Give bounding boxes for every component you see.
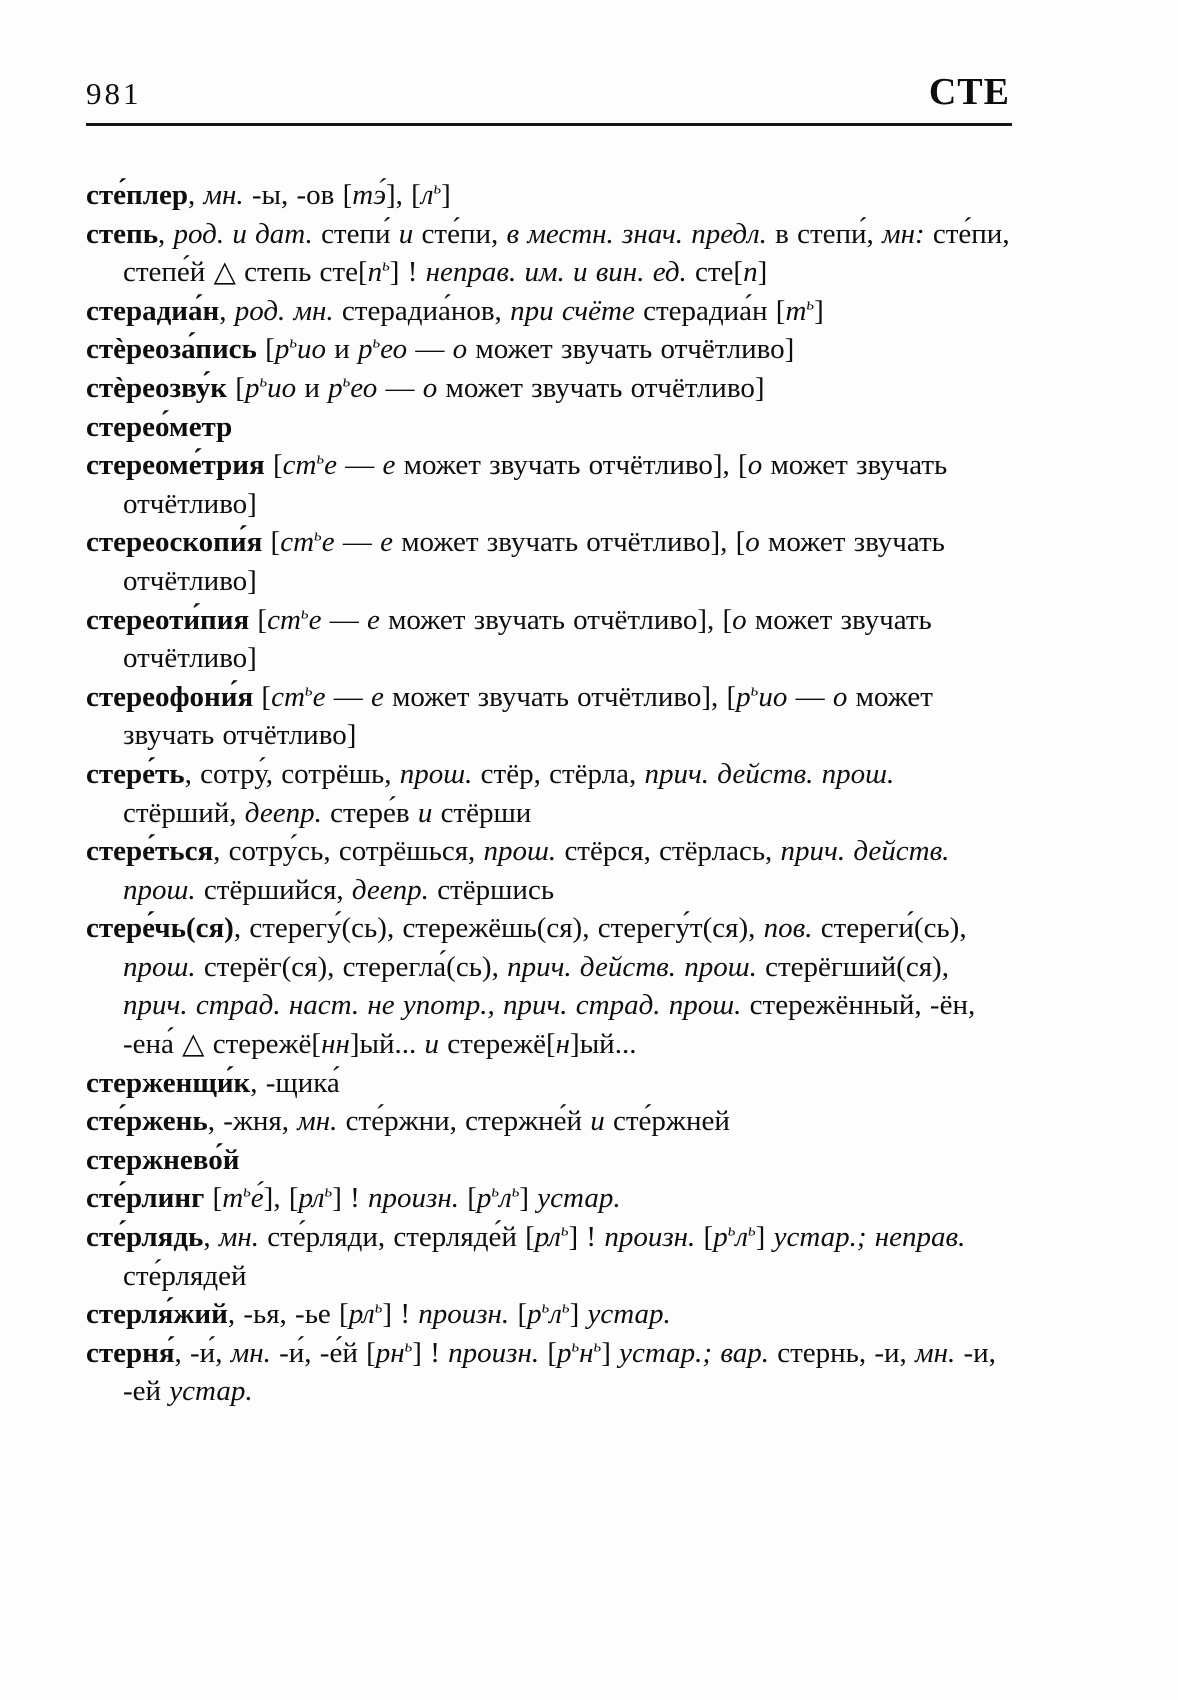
headword: стержнево́й [86, 1143, 240, 1176]
headword: стерадиа́н [86, 294, 220, 327]
entry-text: тэ́ [352, 179, 387, 211]
dictionary-entry [86, 1102, 1012, 1141]
entry-text: ь [314, 525, 322, 545]
dictionary-entry [86, 1141, 1012, 1180]
headword: стере́ть [86, 757, 185, 790]
entry-text: мн. [230, 1336, 271, 1369]
entry-text: произн. [368, 1182, 459, 1215]
entry-text: может звучать отчётливо] [437, 371, 765, 404]
headword: сте́плер [86, 179, 188, 211]
entry-text: произн. [448, 1336, 540, 1369]
entry-text: при счёте [510, 294, 635, 327]
entry-text: -и́, -е́й [ [270, 1336, 376, 1369]
entry-text: , -жня, [207, 1105, 298, 1138]
entry-text: стережённый, -ён, -ена́ △ стережё[ [123, 989, 976, 1061]
entry-text: ь [806, 294, 815, 314]
entry-text: — [325, 680, 371, 713]
entry-text: т [785, 294, 807, 327]
entry-text: о [832, 680, 848, 713]
dictionary-entry [86, 909, 1012, 1063]
entry-text: род. мн. [234, 294, 334, 327]
dictionary-entries [0, 126, 1178, 1411]
entry-text: ь [571, 1336, 580, 1356]
entry-text: ь [243, 1181, 251, 1201]
entry-text: ь [300, 602, 309, 622]
entry-text: ио [267, 371, 297, 404]
entry-text: стёрший, [123, 796, 245, 829]
entry-text: [ [204, 1182, 223, 1215]
entry-text: устар.; [619, 1336, 713, 1369]
entry-text: сте́рлядей [123, 1259, 247, 1292]
entry-text: , [158, 217, 174, 250]
entry-text: рл [298, 1182, 325, 1215]
entry-text: н [555, 1028, 571, 1061]
headword: стереофони́я [86, 680, 254, 713]
entry-text: р [557, 1336, 572, 1369]
entry-text: прич. действ. прош. [123, 835, 950, 906]
dictionary-entry [86, 369, 1012, 408]
entry-text: ] [757, 256, 768, 289]
page-number: 981 [86, 76, 142, 111]
dictionary-entry [86, 1179, 1012, 1218]
entry-text: — [407, 333, 453, 366]
entry-text: ь [324, 1181, 333, 1201]
entry-text: может звучать отчётливо] [123, 603, 932, 675]
entry-text: -и, -ей [123, 1336, 996, 1408]
entry-text: может звучать отчётливо], [ [383, 680, 737, 713]
entry-text: может звучать отчётливо] [123, 449, 948, 520]
entry-text: и [417, 796, 433, 829]
entry-text: стерёг(ся), стерегла́(сь), [195, 950, 508, 983]
entry-text: стережё[ [439, 1028, 556, 1061]
entry-text: , стерегу́(сь), стережёшь(ся), стерегу́т(ся), [233, 912, 764, 945]
entry-text: ь [382, 255, 390, 275]
entry-text: , -щика́ [250, 1066, 340, 1099]
entry-text: ь [750, 680, 759, 700]
entry-text: ] ! [382, 1298, 419, 1331]
entry-text: мн. [297, 1105, 338, 1138]
entry-text: р [328, 371, 343, 404]
entry-text: деепр. [351, 873, 429, 906]
headword: стерля́жий [86, 1298, 228, 1331]
dictionary-entry [86, 408, 1012, 447]
entry-text: сте́рляди, стерляде́й [ [259, 1221, 535, 1254]
entry-text: ст [280, 526, 315, 559]
headword: стере́ться [86, 835, 214, 868]
entry-text: л [420, 179, 434, 211]
entry-text: ], [ [263, 1182, 299, 1215]
entry-text: может звучать отчётливо] [123, 526, 945, 597]
entry-text: ], [ [386, 179, 421, 211]
entry-text: , [187, 179, 204, 211]
dictionary-entry [86, 176, 1012, 215]
entry-text: ь [342, 371, 351, 391]
entry-text: ст [271, 680, 305, 713]
entry-text: вар. [720, 1336, 769, 1369]
entry-text: ] [755, 1221, 774, 1254]
entry-text: рн [375, 1336, 405, 1369]
dictionary-entry [86, 1218, 1012, 1295]
dictionary-entry [86, 1334, 1012, 1411]
dictionary-entry [86, 832, 1012, 909]
entry-text: н [579, 1336, 594, 1369]
entry-text: ь [289, 332, 297, 352]
entry-text: [ [695, 1221, 714, 1254]
headword: стереоме́трия [86, 449, 265, 482]
entry-text: устар. [587, 1298, 671, 1331]
entry-text: и [296, 371, 329, 404]
entry-text: стёршийся, [195, 873, 352, 906]
dictionary-entry [86, 330, 1012, 369]
entry-text: р [736, 680, 751, 713]
dictionary-entry [86, 446, 1012, 523]
entry-text: рл [348, 1298, 375, 1331]
entry-text: о [452, 333, 468, 366]
entry-text: ь [374, 1297, 383, 1317]
entry-text: может звучать отчётливо], [ [379, 603, 733, 636]
entry-text: ь [593, 1336, 602, 1356]
entry-text: стёрся, стёрлась, [556, 835, 781, 868]
entry-text: ] [519, 1182, 538, 1215]
entry-text: произн. [418, 1298, 510, 1331]
entry-text: мн: [882, 217, 925, 250]
entry-text: ь [748, 1220, 756, 1240]
entry-text: и [398, 217, 414, 250]
entry-text: прош. [399, 757, 473, 790]
entry-text: может звучать отчётливо], [ [395, 449, 748, 482]
dictionary-entry [86, 215, 1012, 292]
entry-text: р [358, 333, 373, 366]
entry-text: ь [727, 1220, 736, 1240]
entry-text: в степи́, [766, 217, 883, 250]
entry-text: произн. [604, 1221, 696, 1254]
entry-text: ] [441, 179, 451, 211]
entry-text: т [222, 1182, 244, 1215]
entry-text: р [476, 1182, 492, 1215]
dictionary-entry [86, 523, 1012, 600]
entry-text: ]ый... [570, 1028, 637, 1061]
entry-text: стёршись [428, 873, 555, 906]
entry-text: ] ! [389, 256, 426, 289]
entry-text: — [321, 603, 367, 636]
entry-text: [ [539, 1336, 557, 1369]
entry-text: е [308, 603, 322, 636]
entry-text: е [380, 526, 393, 559]
entry-text: , сотру́, сотрёшь, [184, 757, 400, 790]
entry-text: стернь, -и, [768, 1336, 916, 1369]
entry-text: р [527, 1298, 542, 1331]
entry-text: ст [267, 603, 301, 636]
entry-text: ео [380, 333, 408, 366]
entry-text: р [713, 1221, 728, 1254]
entry-text: в местн. знач. предл. [506, 217, 767, 250]
entry-text: ] ! [568, 1221, 605, 1254]
entry-text: прош. [123, 950, 196, 983]
entry-text: ] [569, 1298, 588, 1331]
entry-text: ь [541, 1297, 550, 1317]
entry-text: е́ [250, 1182, 264, 1215]
headword: стере́чь(ся) [86, 912, 234, 945]
entry-text: стёр, стёрла, [472, 757, 645, 790]
entry-text: неправ. [874, 1221, 966, 1254]
entry-text: может звучать отчётливо] [467, 333, 795, 366]
entry-text: — [377, 371, 423, 404]
entry-text: ] [814, 294, 824, 327]
entry-text: стерадиа́н [ [634, 294, 786, 327]
entry-text: пов. [763, 912, 813, 945]
entry-text: л [499, 1182, 512, 1215]
entry-text: е [312, 680, 326, 713]
entry-text: ь [433, 178, 442, 198]
entry-text: нн [321, 1028, 350, 1061]
entry-text: ео [350, 371, 378, 404]
entry-text: ь [372, 332, 381, 352]
entry-text: устар. [537, 1182, 621, 1215]
entry-text: прич. страд. наст. не употр., прич. страд. прош. [123, 989, 742, 1022]
entry-text: [ [227, 371, 245, 404]
entry-text: прич. действ. прош. [644, 757, 895, 790]
entry-text: , -и́, [174, 1336, 231, 1369]
entry-text: , сотру́сь, сотрёшься, [213, 835, 484, 868]
headword: стерня́ [86, 1336, 175, 1369]
entry-text: , [203, 1221, 219, 1254]
dictionary-entry [86, 1295, 1012, 1334]
entry-text [867, 1221, 875, 1253]
entry-text: о [747, 449, 763, 482]
headword: стерео́метр [86, 410, 233, 443]
entry-text: о [745, 526, 760, 559]
entry-text: ь [404, 1336, 413, 1356]
entry-text: ] ! [412, 1336, 449, 1369]
entry-text: может звучать отчётливо], [ [392, 526, 746, 559]
entry-text: ] [601, 1336, 620, 1369]
entry-text: мн. [218, 1221, 260, 1254]
entry-text: ь [304, 680, 313, 700]
entry-text: ст [282, 449, 317, 482]
entry-text: п [743, 256, 758, 289]
entry-text: стерадиа́нов, [333, 294, 511, 327]
section-heading: СТЕ [928, 71, 1010, 113]
entry-text: сте[ [686, 256, 744, 289]
entry-text: — [787, 680, 833, 713]
dictionary-entry [86, 755, 1012, 832]
entry-text: устар. [169, 1375, 253, 1408]
entry-text: неправ. им. и вин. ед. [425, 256, 687, 289]
entry-text: стерёгший(ся), [756, 950, 949, 983]
headword: стѐреоза́пись [86, 333, 257, 366]
dictionary-entry [86, 292, 1012, 331]
entry-text: е [382, 449, 396, 482]
entry-text: ь [511, 1181, 520, 1201]
dictionary-entry [86, 601, 1012, 678]
entry-text: прош. [483, 835, 557, 868]
entry-text: рл [534, 1221, 561, 1254]
entry-text: е [324, 449, 337, 482]
headword: сте́ржень [86, 1105, 208, 1138]
entry-text: [ [253, 680, 272, 713]
entry-text: может звучать отчётливо] [123, 680, 933, 752]
headword: стерженщи́к [86, 1066, 251, 1099]
headword: стереоскопи́я [86, 526, 263, 559]
headword: степь [86, 217, 159, 250]
entry-text: [ [264, 449, 283, 482]
entry-text: и [590, 1105, 605, 1138]
entry-text: ] ! [332, 1182, 369, 1215]
entry-text: , -ья, -ье [ [227, 1298, 349, 1331]
entry-text: стере́в [321, 796, 418, 829]
entry-text: деепр. [244, 796, 322, 829]
entry-text: л [735, 1221, 749, 1254]
entry-text: сте́пи, [413, 217, 507, 250]
dictionary-entry [86, 678, 1012, 755]
entry-text: род. и дат. [173, 217, 313, 250]
entry-text: и [325, 333, 358, 366]
entry-text: о [732, 603, 747, 636]
page-header [0, 0, 1178, 114]
entry-text: мн. [203, 179, 244, 211]
headword: сте́рлядь [86, 1221, 204, 1254]
entry-text: , [219, 294, 235, 327]
entry-text: е [370, 680, 384, 713]
entry-text: ь [316, 448, 325, 468]
entry-text: ь [560, 1220, 569, 1240]
dictionary-entry [86, 1064, 1012, 1103]
entry-text: п [367, 256, 383, 289]
entry-text: степи́ [312, 217, 399, 250]
entry-text: и [424, 1028, 440, 1061]
entry-text: [ [509, 1298, 528, 1331]
entry-text: ь [491, 1181, 500, 1201]
entry-text: -ы, -ов [ [243, 179, 353, 211]
entry-text: стереги́(сь), [812, 912, 967, 945]
entry-text: р [244, 371, 260, 404]
headword: стѐреозву́к [86, 371, 228, 404]
entry-text: р [274, 333, 290, 366]
entry-text: ь [561, 1297, 570, 1317]
headword: сте́рлинг [86, 1182, 205, 1215]
entry-text: сте́ржни, стержне́й [337, 1105, 591, 1138]
entry-text: [ [262, 526, 281, 559]
entry-text: е [321, 526, 335, 559]
entry-text: [ [249, 603, 268, 636]
entry-text: л [549, 1298, 562, 1331]
entry-text: ]ый... [349, 1028, 425, 1061]
entry-text: е [366, 603, 380, 636]
entry-text: сте́пи, степе́й △ степь сте[ [123, 217, 1010, 289]
entry-text: — [336, 449, 383, 482]
entry-text: о [422, 371, 438, 404]
entry-text: — [334, 526, 381, 559]
headword: стереоти́пия [86, 603, 250, 636]
entry-text: сте́ржней [604, 1105, 730, 1138]
entry-text: прич. действ. прош. [507, 950, 757, 983]
entry-text: мн. [915, 1336, 956, 1369]
entry-text: ь [259, 371, 268, 391]
entry-text: устар.; [773, 1221, 867, 1254]
entry-text: стёрши [432, 796, 532, 829]
entry-text: ио [758, 680, 788, 713]
entry-text: [ [256, 333, 275, 366]
entry-text: ио [296, 333, 326, 366]
entry-text: [ [458, 1182, 477, 1215]
